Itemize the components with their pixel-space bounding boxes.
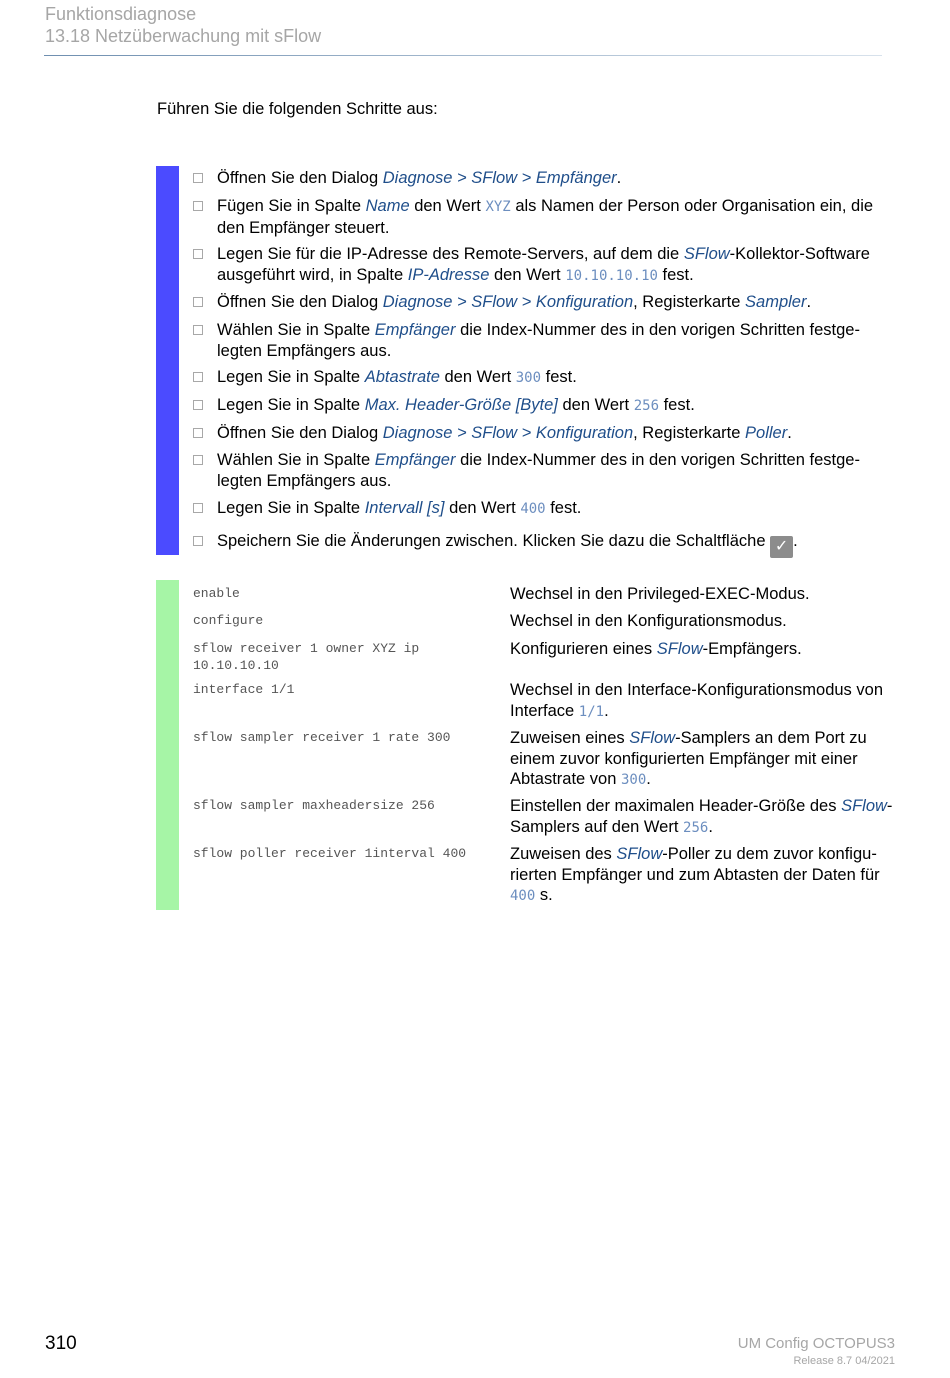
value-literal: 400 — [520, 501, 546, 517]
footer-doc-title: UM Config OCTOPUS3 — [737, 1335, 895, 1352]
cli-command: sflow sampler maxheadersize 256 — [193, 798, 435, 813]
cli-command: interface 1/1 — [193, 682, 295, 697]
checkbox-icon — [193, 503, 203, 513]
ui-reference: SFlow — [629, 729, 676, 747]
step-9 — [193, 450, 893, 491]
cli-description: Einstellen der maximalen Header-Größe des SFlow-Samplers auf den Wert 256. — [510, 797, 893, 836]
intro-text: Führen Sie die folgenden Schritte aus: — [157, 100, 438, 118]
step-11 — [193, 531, 893, 558]
checkbox-icon — [193, 173, 203, 183]
step-text: Legen Sie in Spalte Abtastrate den Wert 300 fest. — [217, 368, 577, 386]
value-literal: XYZ — [485, 199, 511, 215]
step-text: Legen Sie in Spalte Max. Header-Größe [Byte] den Wert 256 fest. — [217, 396, 695, 414]
checkbox-icon — [193, 201, 203, 211]
ui-reference: Poller — [745, 424, 788, 442]
cli-command: sflow sampler receiver 1 rate 300 — [193, 730, 451, 745]
ui-reference: Sampler — [745, 293, 807, 311]
step-7 — [193, 395, 893, 417]
cli-description: Wechsel in den Privileged-EXEC-Modus. — [510, 585, 810, 603]
cli-description: Konfigurieren eines SFlow-Empfängers. — [510, 640, 802, 658]
step-2 — [193, 196, 893, 238]
ui-reference: Diagnose > SFlow > Konfiguration — [382, 424, 634, 442]
save-checkmark-icon: ✓ — [770, 536, 793, 558]
step-4 — [193, 292, 893, 313]
step-text: Wählen Sie in Spalte Empfänger die Index-Nummer des in den vorigen Schritten festgelegten Empfängers aus. — [217, 321, 860, 360]
cli-description: Wechsel in den Konfigurationsmodus. — [510, 612, 787, 630]
step-text: Fügen Sie in Spalte Name den Wert XYZ als Namen der Person oder Organisation ein, die den Empfänger steuert. — [217, 197, 874, 237]
step-text: Öffnen Sie den Dialog Diagnose > SFlow > Konfiguration, Registerkarte Poller. — [217, 424, 792, 442]
value-literal: 1/1 — [578, 703, 605, 720]
step-text: Öffnen Sie den Dialog Diagnose > SFlow > Konfiguration, Registerkarte Sampler. — [217, 293, 812, 311]
checkbox-icon — [193, 428, 203, 438]
step-10 — [193, 498, 893, 520]
cli-command: sflow receiver 1 owner XYZ ip 10.10.10.10 — [193, 641, 420, 673]
checkbox-icon — [193, 400, 203, 410]
step-1 — [193, 168, 893, 189]
ui-reference: Max. Header-Größe [Byte] — [364, 396, 558, 414]
steps-sidebar-bar — [156, 166, 179, 555]
ui-reference: Intervall [s] — [364, 499, 445, 517]
page-number: 310 — [45, 1333, 77, 1354]
value-literal: 256 — [633, 398, 660, 414]
checkbox-icon — [193, 297, 203, 307]
step-6 — [193, 367, 893, 389]
cli-sidebar-bar — [156, 580, 179, 910]
cli-description: Zuweisen eines SFlow-Samplers an dem Port zu einem zuvor konfigurierten Empfänger mit einer Abtastrate von 300. — [510, 729, 867, 788]
ui-reference: Empfänger — [374, 451, 456, 469]
header-section: 13.18 Netzüberwachung mit sFlow — [45, 26, 322, 46]
cli-description: Wechsel in den Interface-Konfigurationsmodus von Interface 1/1. — [510, 681, 883, 720]
ui-reference: Empfänger — [374, 321, 456, 339]
step-8 — [193, 423, 893, 444]
step-text: Speichern Sie die Änderungen zwischen. Klicken Sie dazu die Schaltfläche ✓ . — [217, 531, 893, 558]
step-text: Legen Sie in Spalte Intervall [s] den Wert 400 fest. — [217, 499, 582, 517]
footer-release: Release 8.7 04/2021 — [793, 1355, 895, 1367]
value-literal: 300 — [620, 772, 647, 788]
step-text: Legen Sie für die IP-Adresse des Remote-Servers, auf dem die SFlow-Kollektor-Software ausgeführt wird, in Spalte IP-Adresse den Wert 10.10.10.10 fest. — [217, 245, 870, 284]
value-literal: 10.10.10.10 — [565, 267, 658, 284]
ui-reference: SFlow — [841, 797, 887, 815]
ui-reference: SFlow — [616, 845, 663, 863]
step-text: Öffnen Sie den Dialog Diagnose > SFlow > Empfänger. — [217, 169, 622, 187]
checkbox-icon — [193, 536, 203, 546]
step-text: Wählen Sie in Spalte Empfänger die Index-Nummer des in den vorigen Schritten festgelegten Empfängers aus. — [217, 451, 860, 490]
value-literal: 300 — [515, 370, 542, 386]
step-3 — [193, 244, 893, 286]
ui-reference: Name — [365, 197, 410, 215]
cli-command: configure — [193, 613, 264, 628]
header-chapter: Funktionsdiagnose — [45, 4, 197, 24]
ui-reference: Diagnose > SFlow > Empfänger — [382, 169, 617, 187]
checkbox-icon — [193, 325, 203, 335]
step-5 — [193, 320, 893, 361]
ui-reference: IP-Adresse — [407, 265, 490, 284]
cli-command: enable — [193, 586, 240, 601]
ui-reference: SFlow — [656, 640, 703, 658]
header-rule — [44, 55, 882, 56]
value-literal: 256 — [683, 819, 709, 836]
value-literal: 400 — [510, 888, 536, 904]
checkbox-icon — [193, 249, 203, 259]
checkbox-icon — [193, 372, 203, 382]
ui-reference: SFlow — [683, 245, 730, 263]
cli-command: sflow poller receiver 1interval 400 — [193, 846, 467, 861]
checkbox-icon — [193, 455, 203, 465]
ui-reference: Abtastrate — [364, 368, 440, 386]
cli-description: Zuweisen des SFlow-Poller zu dem zuvor konfigurierten Empfänger und zum Abtasten der Daten für 400 s. — [510, 845, 880, 904]
ui-reference: Diagnose > SFlow > Konfiguration — [382, 293, 634, 311]
